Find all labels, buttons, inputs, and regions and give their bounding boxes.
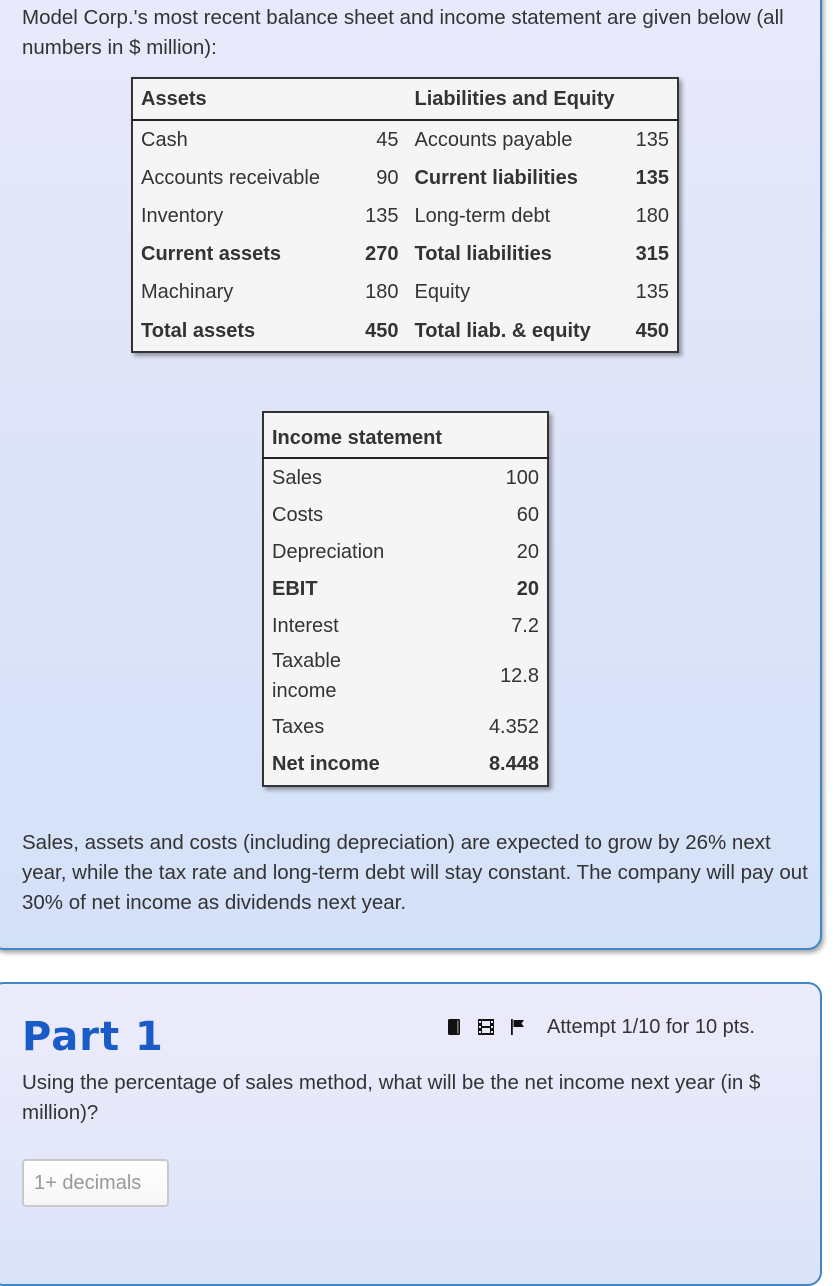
income-statement-table xyxy=(262,411,549,787)
table-row xyxy=(132,311,678,352)
row-label: Taxes xyxy=(272,715,325,738)
asset-label: Inventory xyxy=(141,204,224,227)
table-row xyxy=(132,197,678,235)
asset-label: Cash xyxy=(141,128,188,151)
row-label: Sales xyxy=(272,466,323,489)
row-value: 12.8 xyxy=(500,665,539,687)
asset-value: 270 xyxy=(365,242,399,265)
liability-value: 450 xyxy=(635,319,669,342)
answer-input[interactable] xyxy=(22,1159,169,1207)
row-value: 60 xyxy=(516,503,539,526)
table-row xyxy=(263,533,548,570)
liability-label: Current liabilities xyxy=(414,166,578,189)
liabilities-equity-header: Liabilities and Equity xyxy=(406,78,678,120)
row-value: 20 xyxy=(516,577,539,600)
table-row xyxy=(263,607,548,644)
row-value: 20 xyxy=(516,540,539,563)
asset-value: 135 xyxy=(365,204,399,227)
table-row xyxy=(263,708,548,745)
liability-label: Total liab. & equity xyxy=(414,319,591,342)
row-value: 4.352 xyxy=(488,715,539,738)
part-title: Part 1 xyxy=(22,1014,164,1060)
table-row xyxy=(263,458,548,496)
row-value: 8.448 xyxy=(488,753,539,775)
table-row xyxy=(132,273,678,311)
book-icon[interactable] xyxy=(443,1016,465,1038)
row-label: Taxable income xyxy=(272,650,341,702)
balance-sheet-table xyxy=(131,77,679,353)
liability-value: 135 xyxy=(635,128,669,151)
row-label: Depreciation xyxy=(272,540,385,563)
attempt-status: Attempt 1/10 for 10 pts. xyxy=(547,1015,755,1038)
asset-label: Total assets xyxy=(141,319,256,342)
row-value: 7.2 xyxy=(511,614,539,637)
liability-value: 180 xyxy=(635,204,669,227)
flag-icon[interactable] xyxy=(507,1016,529,1038)
row-label: Costs xyxy=(272,503,324,526)
liability-label: Total liabilities xyxy=(414,242,552,265)
row-label: EBIT xyxy=(272,577,318,600)
row-value: 100 xyxy=(505,466,539,489)
liability-label: Long-term debt xyxy=(414,204,551,227)
asset-value: 180 xyxy=(365,280,399,303)
question-text: Using the percentage of sales method, what will be the net income next year (in $ million)? xyxy=(22,1071,761,1124)
table-row xyxy=(132,159,678,197)
assumptions-text: Sales, assets and costs (including depreciation) are expected to grow by 26% next year, while the tax rate and long-term debt will stay constant. The company will pay out 30% of net income as dividends next year. xyxy=(22,831,808,914)
table-row xyxy=(263,496,548,533)
asset-label: Machinary xyxy=(141,280,234,303)
asset-label: Accounts receivable xyxy=(141,166,320,189)
attempt-toolbar xyxy=(443,1012,755,1042)
film-icon[interactable] xyxy=(475,1016,497,1038)
liability-value: 135 xyxy=(635,280,669,303)
table-row xyxy=(263,644,548,708)
liability-label: Accounts payable xyxy=(414,128,573,151)
table-row xyxy=(263,570,548,607)
asset-value: 450 xyxy=(365,319,399,342)
asset-label: Current assets xyxy=(141,242,282,265)
row-label: Interest xyxy=(272,614,339,637)
liability-label: Equity xyxy=(414,280,471,303)
table-row xyxy=(132,120,678,159)
liability-value: 135 xyxy=(635,166,669,189)
intro-text: Model Corp.'s most recent balance sheet and income statement are given below (all numbers in $ million): xyxy=(22,6,784,59)
row-label: Net income xyxy=(272,753,380,775)
asset-value: 90 xyxy=(376,166,399,189)
asset-value: 45 xyxy=(376,128,399,151)
table-row xyxy=(132,235,678,273)
table-row xyxy=(263,745,548,786)
assets-header: Assets xyxy=(132,78,406,120)
income-statement-header: Income statement xyxy=(263,412,548,458)
liability-value: 315 xyxy=(635,242,669,265)
